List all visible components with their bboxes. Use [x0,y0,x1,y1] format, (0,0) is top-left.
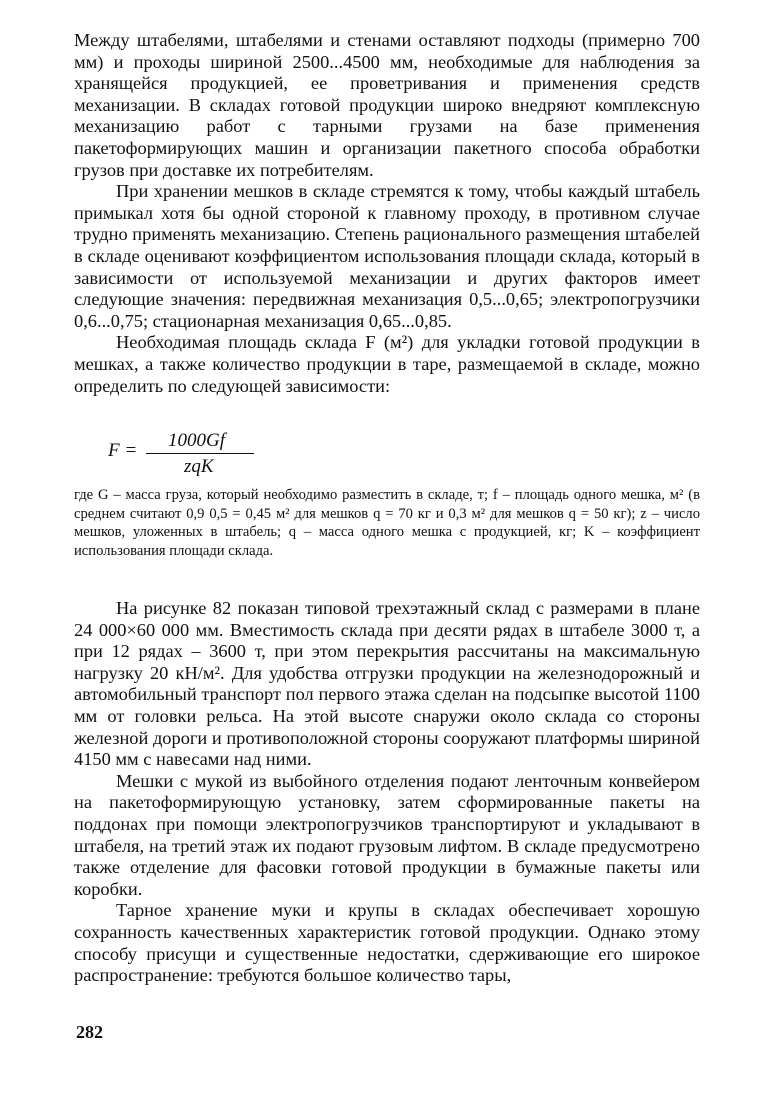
paragraph-4: На рисунке 82 показан типовой трехэтажный склад с размерами в плане 24 000×60 000 мм. Вместимость склада при десяти рядах в штабеле 3000 т, а при 12 рядах – 3600 т, при этом перекрытия рассчитаны на максимальную нагрузку 20 кН/м². Для удобства отгрузки продукции на железнодорожный и автомобильный транспорт пол первого этажа сделан на подсыпке высотой 1100 мм от головки рельса. На этой высоте снаружи около склада со стороны железной дороги и противоположной стороны сооружают платформы шириной 4150 мм с навесами над ними. [74,598,700,770]
formula-lhs: F = [108,440,138,461]
paragraph-5: Мешки с мукой из выбойного отделения подают ленточным конвейером на пакетоформирующую установку, затем сформированные пакеты на поддонах при помощи электропогрузчиков транспортируют и укладывают в штабеля, на третий этаж их подают грузовым лифтом. В складе предусмотрено также отделение для фасовки готовой продукции в бумажные пакеты или коробки. [74,770,700,899]
body-text-bottom [74,598,700,987]
formula-numerator: 1000Gf [168,430,225,451]
area-formula [108,430,298,476]
fraction-bar [146,453,254,454]
paragraph-2: При хранении мешков в складе стремятся к тому, чтобы каждый штабель примыкал хотя бы одной стороной к главному проходу, в противном случае трудно применять механизацию. Степень рационального размещения штабелей в складе оценивают коэффициентом использования площади склада, который в зависимости от используемой механизации и других факторов имеет следующие значения: передвижная механизация 0,5...0,65; электропогрузчики 0,6...0,75; стационарная механизация 0,65...0,85. [74,181,700,331]
paragraph-3: Необходимая площадь склада F (м²) для укладки готовой продукции в мешках, а также количество продукции в таре, размещаемой в складе, можно определить по следующей зависимости: [74,332,700,396]
page-number: 282 [76,1022,103,1042]
paragraph-6: Тарное хранение муки и крупы в складах обеспечивает хорошую сохранность качественных характеристик готовой продукции. Однако этому способу присущи и существенные недостатки, сдерживающие его широкое распространение: требуются большое количество тары, [74,900,700,986]
body-text-top [74,30,700,397]
formula-legend: где G – масса груза, который необходимо разместить в складе, т; f – площадь одного мешка, м² (в среднем считают 0,9 0,5 = 0,45 м² для мешков q = 70 кг и 0,3 м² для мешков q = 50 кг); z – число мешков, уложенных в штабель; q – масса одного мешка с продукцией, кг; K – коэффициент использования площади склада. [74,487,700,559]
paragraph-1: Между штабелями, штабелями и стенами оставляют подходы (примерно 700 мм) и проходы шириной 2500...4500 мм, необходимые для наблюдения за хранящейся продукцией, ее проветривания и применения средств механизации. В складах готовой продукции широко внедряют комплексную механизацию работ с тарными грузами на базе применения пакетоформирующих машин и организации пакетного способа обработки грузов при доставке их потребителям. [74,30,700,180]
formula-denominator: zqK [184,456,214,477]
